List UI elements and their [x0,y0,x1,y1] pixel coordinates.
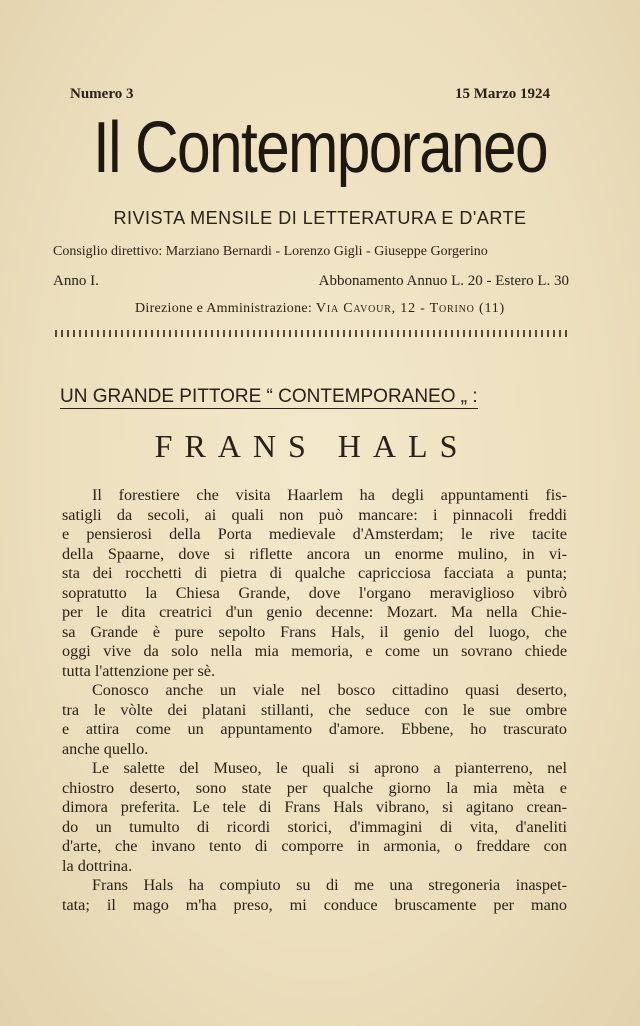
body-line: oggi vive da solo nella mia memoria, e come un sovrano chiede [62,642,567,660]
article-body [62,486,567,915]
direction-line [0,301,640,317]
direction-label: Direzione e Amministrazione: [134,301,313,316]
body-line: tutta l'attenzione per sè. [62,661,216,680]
body-line: tata; il mago m'ha preso, mi conduce bruscamente per mano [62,895,567,914]
body-line: Frans Hals ha compiuto su di me una stregoneria inaspet- [92,876,567,894]
body-line: la dottrina. [62,856,133,875]
body-line: dimora preferita. Le tele di Frans Hals vibrano, si agitano crean- [62,798,567,816]
body-line: sta dei rocchetti di pietra di qualche capricciosa facciata a punta; [62,564,567,582]
publication-year: Anno I. [53,273,99,289]
body-line: sa Grande è pure sepolto Frans Hals, il genio del luogo, che [62,622,567,641]
body-line: Le salette del Museo, le quali si aprono a pianterreno, nel [92,759,567,777]
body-line: della Spaarne, dove si riflette ancora un enorme mulino, in vi- [62,544,567,563]
masthead-title: Il Contemporaneo [93,108,547,188]
article-title: FRANS HALS [154,428,470,464]
body-line: e pensierosi della Porta medievale d'Amsterdam; le rive tacite [62,525,567,543]
body-line: do un tumulto di ricordi storici, d'immagini di vita, d'aneliti [62,817,567,836]
masthead-subtitle: RIVISTA MENSILE DI LETTERATURA E D'ARTE [113,208,527,228]
body-line: tra le vòlte dei platani stillanti, che seduce con le sue ombre [62,700,567,719]
issue-number: Numero 3 [70,86,134,102]
issue-date: 15 Marzo 1924 [455,86,550,102]
body-line: sopratutto la Chiesa Grande, dove l'organo meraviglioso vibrò [62,583,567,602]
subscription-price: Abbonamento Annuo L. 20 - Estero L. 30 [318,273,569,289]
ornamental-rule [55,330,567,337]
editorial-board: Consiglio direttivo: Marziano Bernardi - Lorenzo Gigli - Giuseppe Gorgerino [53,244,488,259]
section-heading-text: UN GRANDE PITTORE “ CONTEMPORANEO „ : [60,386,478,407]
body-line: Conosco anche un viale nel bosco cittadino quasi deserto, [92,681,567,699]
body-line: d'arte, che invano tento di comporre in armonia, o freddare con [62,837,567,855]
direction-address: Via Cavour, 12 - Torino (11) [315,301,506,316]
body-line: Il forestiere che visita Haarlem ha degli appuntamenti fis- [92,486,567,504]
body-line: e attira come un appuntamento d'amore. Ebbene, ho trascurato [62,720,567,738]
body-line: chiostro deserto, sono state per qualche giorno la mia mèta e [62,778,567,797]
body-line: satigli da secoli, ai quali non può mancare: i pinnacoli freddi [62,505,567,524]
body-line: per le dita creatrici d'un genio decenne: Mozart. Ma nella Chie- [62,603,567,621]
section-heading [60,386,560,408]
body-line: anche quello. [62,739,149,758]
